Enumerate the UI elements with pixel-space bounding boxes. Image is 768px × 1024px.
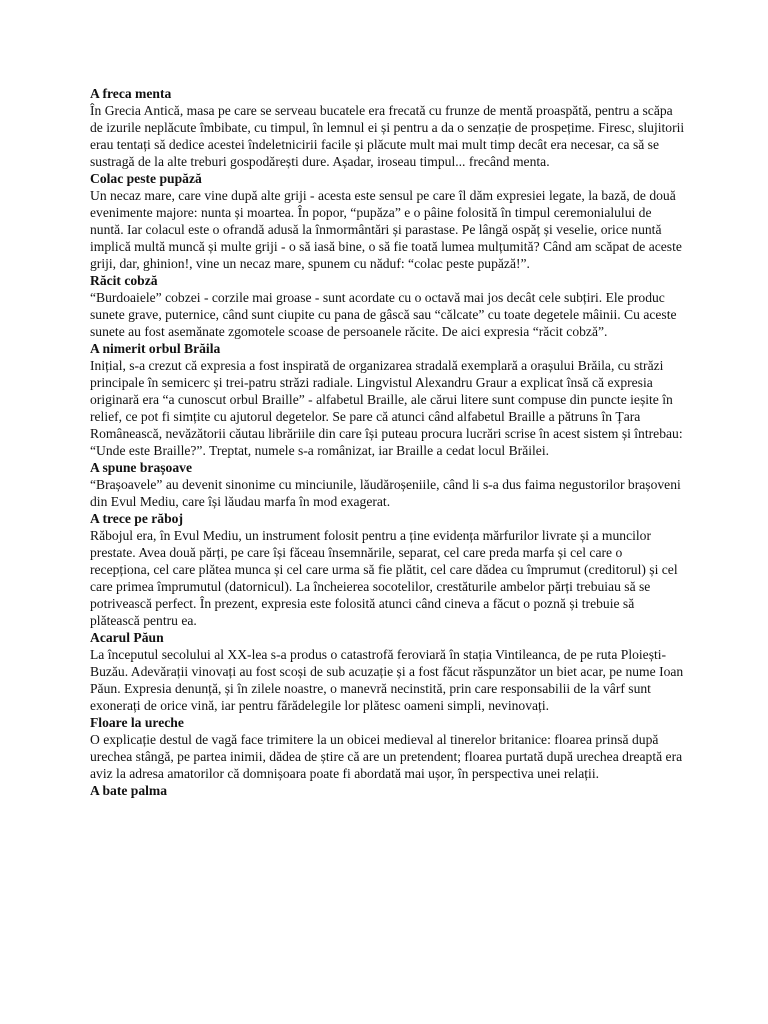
entry-title: Răcit cobză (90, 273, 158, 288)
entry-text: La începutul secolului al XX-lea s-a produs o catastrofă feroviară în stația Vintileanca, de pe ruta Ploiești-Buzău. Adevărații vinovați au fost scoși de sub acuzație și a fost făcut răspunzător un biet acar, pe nume Ioan Păun. Expresia denunță, și în zilele noastre, o manevră necinstită, prin care responsabilii de la vârf sunt exonerați de orice vină, iar pentru fărădelegile lor plătesc oameni simpli, nevinovați. (90, 647, 684, 713)
entry-title: Floare la ureche (90, 715, 184, 730)
entry-title: A bate palma (90, 783, 168, 798)
document-page (90, 85, 685, 799)
entry-text: O explicație destul de vagă face trimitere la un obicei medieval al tinerelor britanice: floarea prinsă după urechea stângă, pe partea inimii, dădea de știre că are un pretendent; floarea purtată după urechea dreaptă era aviz la adresa amatorilor că domnișoara poate fi abordată mai ușor, în perspectiva unei relații. (90, 732, 683, 781)
entry (90, 170, 685, 272)
entry-text: Un necaz mare, care vine după alte griji - acesta este sensul pe care îl dăm expresiei legate, la bază, de două evenimente majore: nunta și moartea. În popor, “pupăza” e o pâine folosită în timpul ceremonialului de nuntă. Iar colacul este o ofrandă adusă la înmormântări și parastase. Pe lângă ospăț și veselie, orice nuntă implică multă muncă și multe griji - o să iasă bine, o să fie toată lumea mulțumită? Când am scăpat de aceste griji, dar, ghinion!, vine un necaz mare, spunem cu năduf: “colac peste pupăză!”. (90, 188, 682, 271)
entry-text: Inițial, s-a crezut că expresia a fost inspirată de organizarea stradală exemplară a orașului Brăila, cu străzi principale în semicerc și trei-patru străzi radiale. Lingvistul Alexandru Graur a explicat însă că expresia originară era “a cunoscut orbul Braille” - alfabetul Braille, ale cărui litere sunt compuse din puncte ieșite în relief, ce pot fi simțite cu ajutorul degetelor. Se pare că atunci când alfabetul Braille a pătruns în Țara Românească, nevăzătorii căutau librăriile din care își puteau procura lucrări scrise în acest sistem și întrebau: “Unde este Braille?”. Treptat, numele s-a românizat, iar Braille a cedat locul Brăilei. (90, 358, 683, 458)
entry (90, 782, 685, 799)
entry-text: Răbojul era, în Evul Mediu, un instrument folosit pentru a ține evidența mărfurilor livrate și a muncilor prestate. Avea două părți, pe care își făceau însemnările, separat, cel care preda marfa și cel care o recepționa, cel care plătea munca și cel care urma să fie plătit, cel care dădea cu împrumut (creditorul) și cel care primea împrumutul (datornicul). La încheierea socotelilor, crestăturile ambelor părți trebuiau să se potrivească perfect. În prezent, expresia este folosită atunci când cineva a făcut o poznă și trebuie să plătească pentru ea. (90, 528, 678, 628)
entry-title: Acarul Păun (90, 630, 164, 645)
entry (90, 85, 685, 170)
entry-title: A trece pe răboj (90, 511, 183, 526)
entry-title: Colac peste pupăză (90, 171, 202, 186)
entry-title: A spune brașoave (90, 460, 192, 475)
entry (90, 629, 685, 714)
entry (90, 510, 685, 629)
entry (90, 340, 685, 459)
entry (90, 714, 685, 782)
entry-text: “Brașoavele” au devenit sinonime cu minciunile, lăudăroșeniile, când li s-a dus faima negustorilor brașoveni din Evul Mediu, care își lăudau marfa în mod exagerat. (90, 477, 681, 509)
entry-text: În Grecia Antică, masa pe care se serveau bucatele era frecată cu frunze de mentă proaspătă, pentru a scăpa de izurile neplăcute îmbibate, cu timpul, în lemnul ei și pentru a da o senzație de prospețime. Firesc, slujitorii erau tentați să dedice acestei îndeletnicirii facile și plăcute mult mai mult timp decât era necesar, ca să se sustragă de la alte treburi gospodărești dure. Așadar, iroseau timpul... frecând menta. (90, 103, 685, 169)
entry-text: “Burdoaiele” cobzei - corzile mai groase - sunt acordate cu o octavă mai jos decât cele subțiri. Ele produc sunete grave, puternice, când sunt ciupite cu pana de gâscă sau “călcate” cu toate degetele mâinii. Cu aceste sunete au fost asemănate zgomotele scoase de persoanele răcite. De aici expresia “răcit cobză”. (90, 290, 677, 339)
entry-title: A freca menta (90, 86, 172, 101)
entry (90, 459, 685, 510)
entry (90, 272, 685, 340)
entry-title: A nimerit orbul Brăila (90, 341, 221, 356)
